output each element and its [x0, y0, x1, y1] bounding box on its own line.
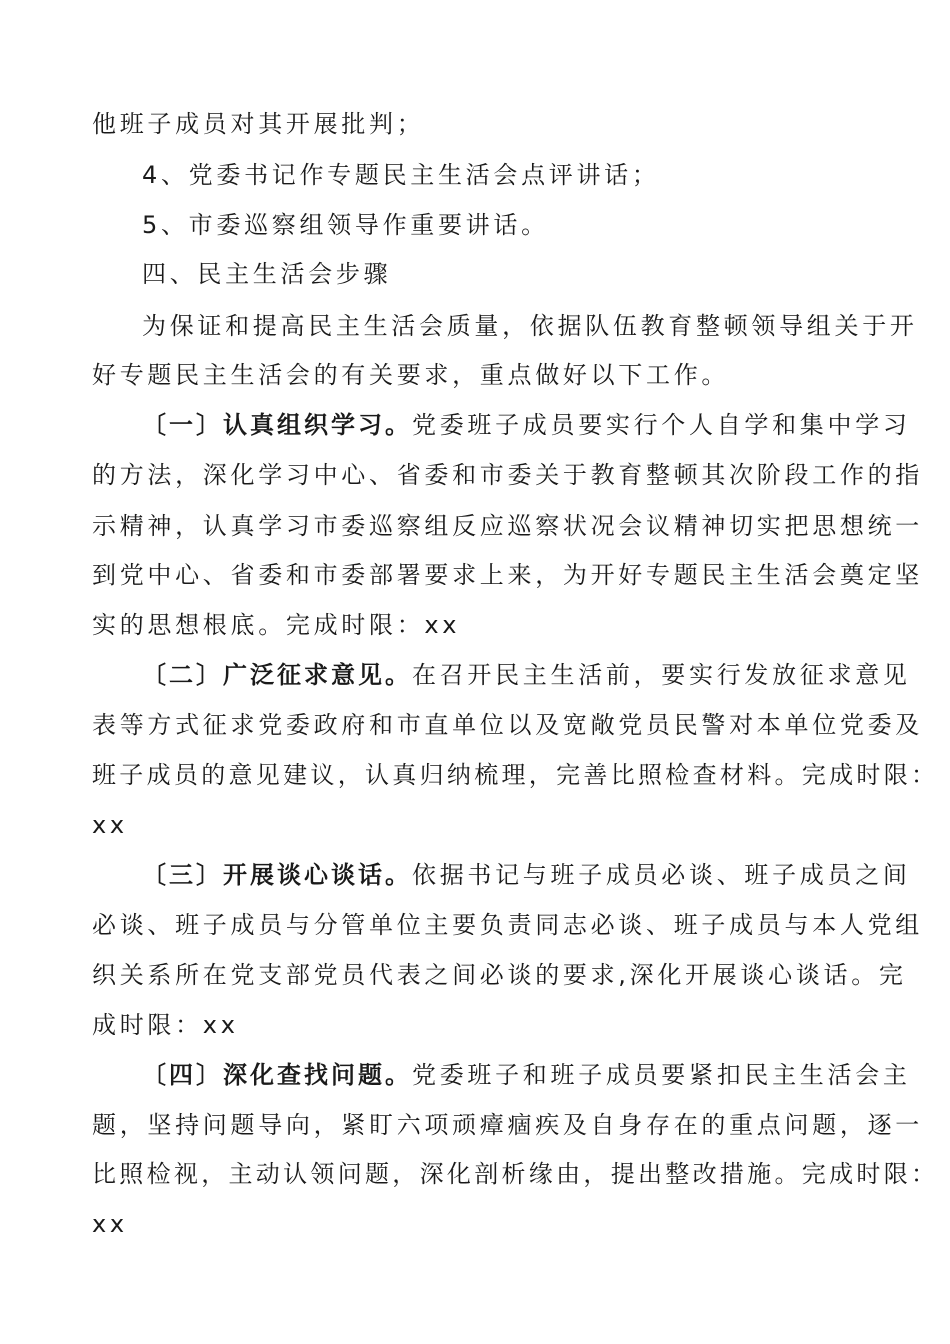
list-item: 4、党委书记作专题民主生活会点评讲话；	[142, 161, 660, 189]
paragraph-line: 他班子成员对其开展批判；	[92, 110, 425, 138]
subsection-3-first-line	[142, 859, 911, 891]
subsection-heading: 〔二〕广泛征求意见。	[142, 661, 412, 689]
subsection-4-first-line	[142, 1059, 911, 1091]
subsection-text: 党委班子和班子成员要紧扣民主生活会主	[412, 1061, 911, 1089]
paragraph-line: 为保证和提高民主生活会质量，依据队伍教育整顿领导组关于开	[142, 312, 918, 340]
paragraph-line: 表等方式征求党委政府和市直单位以及宽敞党员民警对本单位党委及	[92, 711, 923, 739]
paragraph-line: 成时限：xx	[92, 1011, 239, 1039]
subsection-heading: 〔三〕开展谈心谈话。	[142, 861, 412, 889]
section-heading: 四、民主生活会步骤	[142, 260, 392, 288]
paragraph-line: 的方法，深化学习中心、省委和市委关于教育整顿其次阶段工作的指	[92, 461, 923, 489]
subsection-1-first-line	[142, 409, 911, 441]
paragraph-line: 比照检视，主动认领问题，深化剖析缘由，提出整改措施。完成时限：	[92, 1160, 939, 1188]
paragraph-line: 必谈、班子成员与分管单位主要负责同志必谈、班子成员与本人党组	[92, 911, 923, 939]
paragraph-line: xx	[92, 811, 128, 839]
paragraph-line: 织关系所在党支部党员代表之间必谈的要求,深化开展谈心谈话。完	[92, 961, 907, 989]
list-item: 5、市委巡察组领导作重要讲话。	[142, 211, 549, 239]
subsection-2-first-line	[142, 659, 911, 691]
subsection-text: 党委班子成员要实行个人自学和集中学习	[412, 411, 911, 439]
paragraph-line: 示精神，认真学习市委巡察组反应巡察状况会议精神切实把思想统一	[92, 512, 923, 540]
paragraph-line: xx	[92, 1210, 128, 1238]
paragraph-line: 题，坚持问题导向，紧盯六项顽瘴痼疾及自身存在的重点问题，逐一	[92, 1111, 923, 1139]
subsection-text: 依据书记与班子成员必谈、班子成员之间	[412, 861, 911, 889]
paragraph-line: 到党中心、省委和市委部署要求上来，为开好专题民主生活会奠定坚	[92, 561, 923, 589]
paragraph-line: 班子成员的意见建议，认真归纳梳理，完善比照检查材料。完成时限：	[92, 761, 939, 789]
paragraph-line: 实的思想根底。完成时限：xx	[92, 611, 461, 639]
subsection-heading: 〔一〕认真组织学习。	[142, 411, 412, 439]
subsection-text: 在召开民主生活前，要实行发放征求意见	[412, 661, 911, 689]
paragraph-line: 好专题民主生活会的有关要求，重点做好以下工作。	[92, 361, 730, 389]
subsection-heading: 〔四〕深化查找问题。	[142, 1061, 412, 1089]
